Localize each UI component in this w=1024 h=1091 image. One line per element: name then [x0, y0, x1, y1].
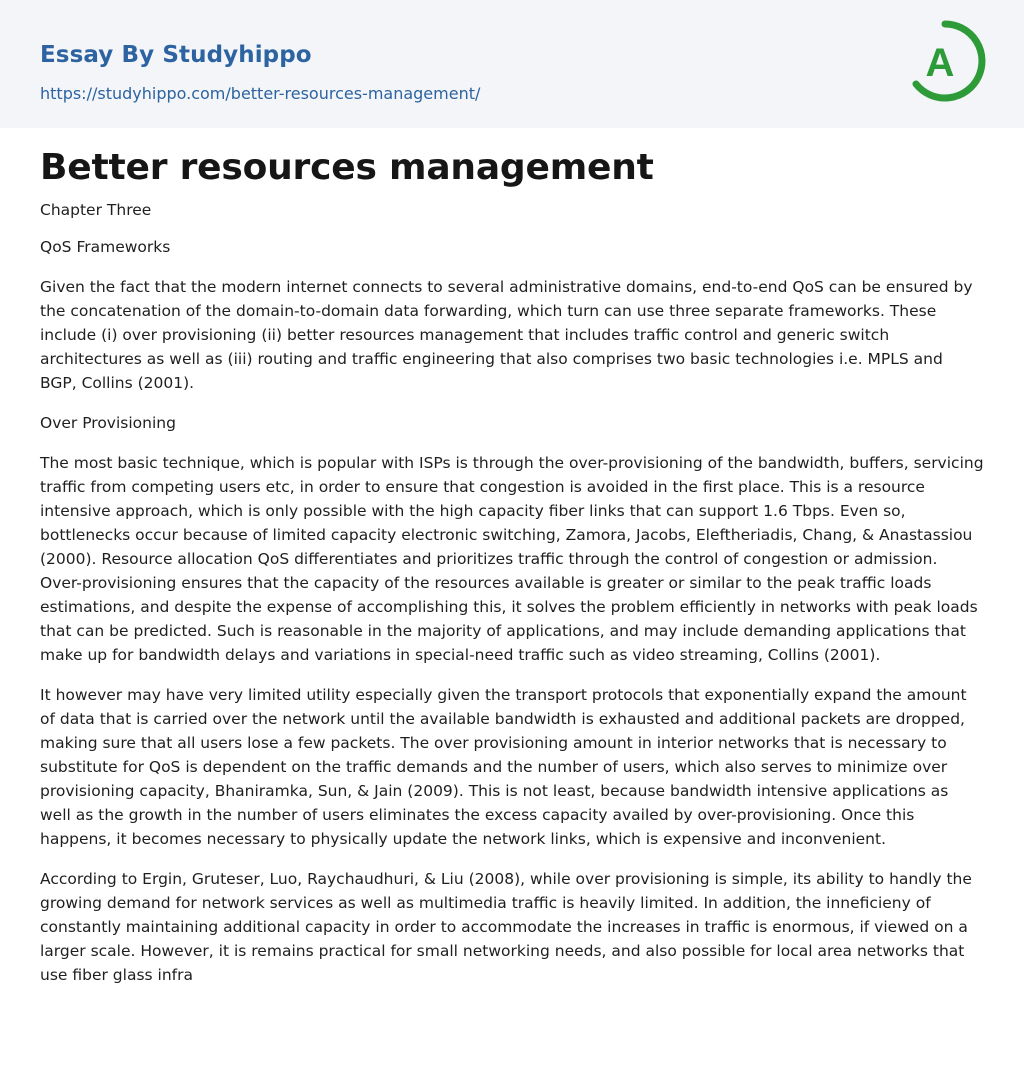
- paragraph-1: Given the fact that the modern internet connects to several administrative domains, end-to-end QoS can be ensured by the concatenation of the domain-to-domain data forwarding, which turn can use three separate frameworks. These include (i) over provisioning (ii) better resources management that includes traffic control and generic switch architectures as well as (iii) routing and traffic engineering that also comprises two basic technologies i.e. MPLS and BGP, Collins (2001).: [40, 278, 973, 392]
- article-body: [40, 198, 984, 1003]
- site-brand[interactable]: Essay By Studyhippo: [40, 42, 312, 68]
- page-url-link[interactable]: https://studyhippo.com/better-resources-management/: [40, 84, 481, 103]
- chapter-label: Chapter Three: [40, 201, 152, 219]
- page-title: Better resources management: [40, 147, 654, 188]
- logo-letter: A: [925, 41, 955, 85]
- paragraph-3: It however may have very limited utility especially given the transport protocols that exponentially expand the amount of data that is carried over the network until the available bandwidth is exhausted and additional packets are dropped, making sure that all users lose a few packets. The over provisioning amount in interior networks that is necessary to substitute for QoS is dependent on the traffic demands and the number of users, which also serves to minimize over provisioning capacity, Bhaniramka, Sun, & Jain (2009). This is not least, because bandwidth intensive applications as well as the growth in the number of users eliminates the excess capacity availed by over-provisioning. Once this happens, it becomes necessary to physically update the network links, which is expensive and inconvenient.: [40, 686, 967, 848]
- paragraph-2: The most basic technique, which is popular with ISPs is through the over-provisioning of the bandwidth, buffers, servicing traffic from competing users etc, in order to ensure that congestion is avoided in the first place. This is a resource intensive approach, which is only possible with the high capacity fiber links that can support 1.6 Tbps. Even so, bottlenecks occur because of limited capacity electronic switching, Zamora, Jacobs, Eleftheriadis, Chang, & Anastassiou (2000). Resource allocation QoS differentiates and prioritizes traffic through the control of congestion or admission. Over-provisioning ensures that the capacity of the resources available is greater or similar to the peak traffic loads estimations, and despite the expense of accomplishing this, it solves the problem efficiently in networks with peak loads that can be predicted. Such is reasonable in the majority of applications, and may include demanding applications that make up for bandwidth delays and variations in special-need traffic such as video streaming, Collins (2001).: [40, 454, 984, 664]
- site-header: [0, 0, 1024, 128]
- logo-graphic: [902, 18, 988, 104]
- section-heading-qos-frameworks: QoS Frameworks: [40, 238, 171, 256]
- section-heading-over-provisioning: Over Provisioning: [40, 414, 176, 432]
- paragraph-4: According to Ergin, Gruteser, Luo, Raychaudhuri, & Liu (2008), while over provisioning is simple, its ability to handly the growing demand for network services as well as multimedia traffic is heavily limited. In addition, the inneficieny of constantly maintaining additional capacity in order to accommodate the increases in traffic is enormous, if viewed on a larger scale. However, it is remains practical for small networking needs, and also possible for local area networks that use fiber glass infra: [40, 870, 972, 984]
- studyhippo-logo-icon[interactable]: [902, 18, 988, 104]
